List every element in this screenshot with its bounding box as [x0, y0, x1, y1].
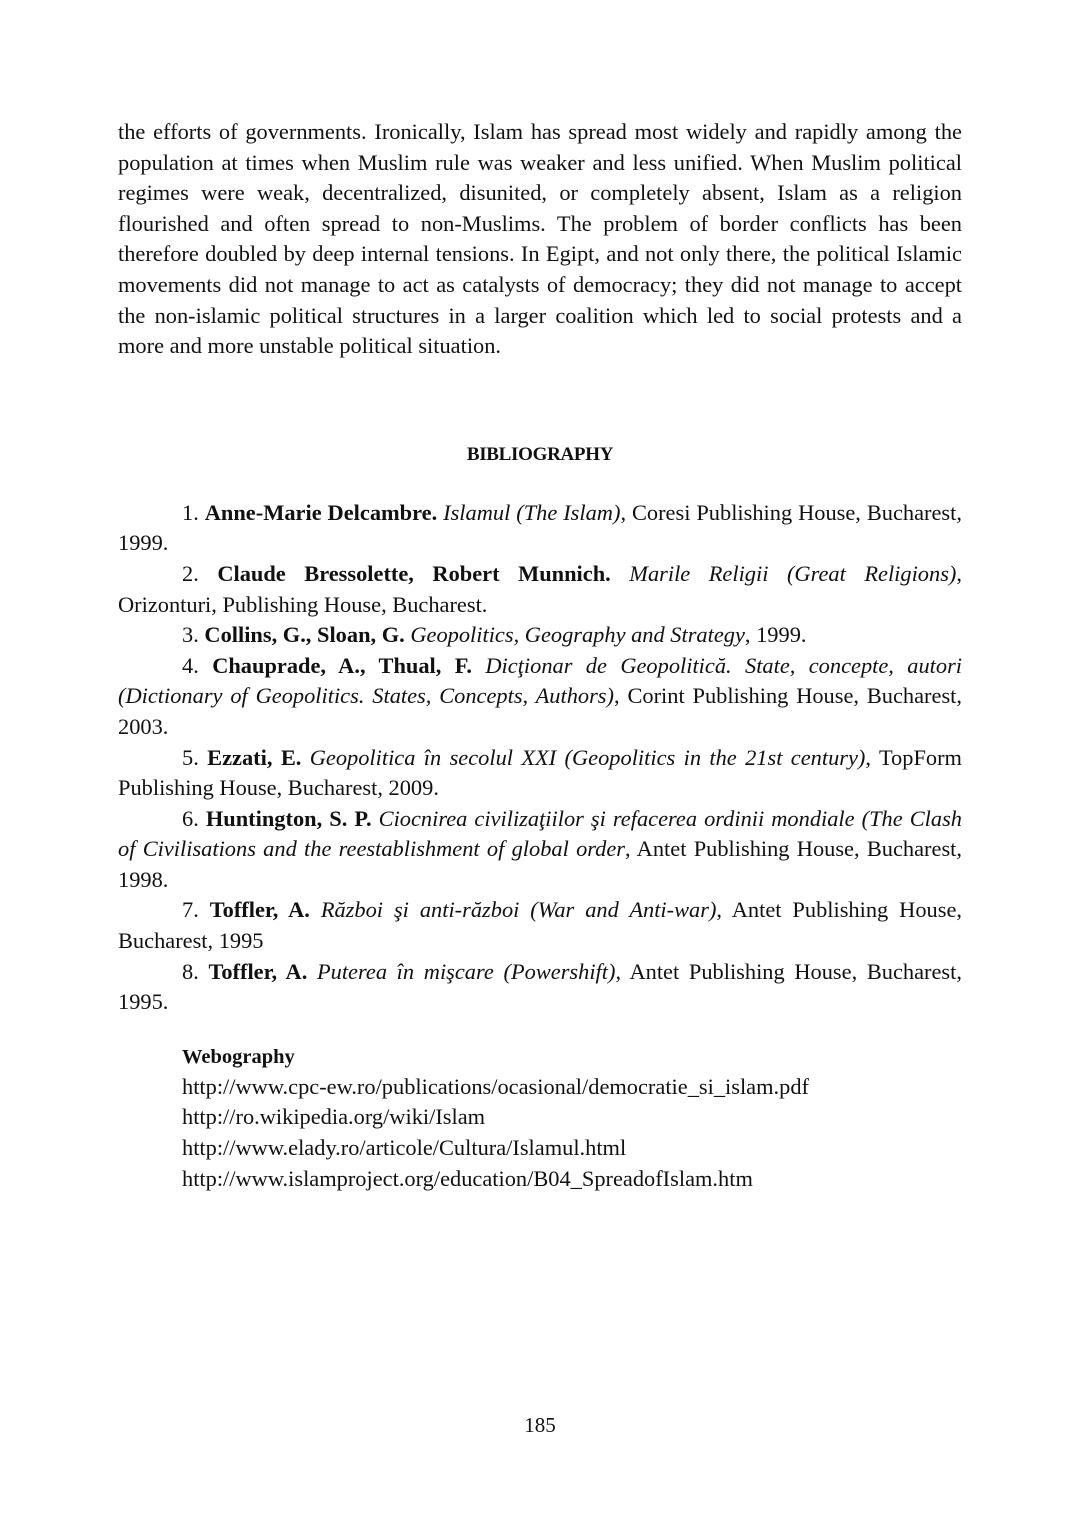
entry-number: 6.	[182, 805, 199, 831]
entry-publication: , Antet Publishing House, Bucharest, 1995	[118, 897, 962, 954]
bibliography-entry	[118, 651, 962, 743]
bibliography-entry	[118, 743, 962, 804]
entry-publication: , Corint Publishing House, Bucharest, 2003.	[118, 683, 962, 739]
entry-title: Geopolitics, Geography and Strategy	[410, 622, 745, 648]
entry-title: Dicţionar de Geopolitică. State, concepte, autori (Dictionary of Geopolitics. States, Concepts, Authors)	[118, 652, 963, 709]
entry-authors: Collins, G., Sloan, G.	[204, 622, 405, 648]
entry-number: 7.	[182, 897, 199, 923]
entry-authors: Toffler, A.	[208, 958, 308, 984]
entry-publication: , Coresi Publishing House, Bucharest, 1999.	[118, 499, 962, 556]
bibliography-entry	[118, 559, 962, 620]
entry-number: 8.	[182, 958, 199, 984]
entry-number: 4.	[182, 652, 199, 678]
entry-title: Geopolitica în secolul XXI (Geopolitics in the 21st century)	[309, 744, 866, 770]
entry-number: 2.	[182, 560, 199, 586]
webography-link[interactable]: http://www.cpc-ew.ro/publications/ocasional/democratie_si_islam.pdf	[182, 1073, 809, 1099]
entry-title: Ciocnirea civilizaţiilor şi refacerea ordinii mondiale (The Clash of Civilisations and the reestablishment of global order	[118, 805, 962, 862]
webography-link[interactable]: http://www.islamproject.org/education/B04_SpreadofIslam.htm	[182, 1165, 753, 1191]
entry-title: Marile Religii (Great Religions)	[629, 560, 957, 586]
entry-publication: , 1999.	[744, 622, 807, 648]
bibliography-entry	[118, 895, 962, 956]
entry-authors: Toffler, A.	[209, 897, 310, 923]
entry-title: Islamul (The Islam)	[443, 499, 621, 525]
entry-authors: Chauprade, A., Thual, F.	[212, 652, 472, 678]
entry-number: 3.	[182, 622, 199, 648]
bibliography-list	[118, 498, 962, 1018]
entry-publication: , TopForm Publishing House, Bucharest, 2009.	[118, 744, 962, 801]
entry-title: Puterea în mişcare (Powershift)	[316, 958, 616, 984]
entry-publication: , Orizonturi, Publishing House, Bucharest.	[118, 560, 962, 617]
entry-publication: , Antet Publishing House, Bucharest, 1995.	[118, 958, 962, 1015]
bibliography-entry	[118, 620, 962, 651]
body-paragraph: the efforts of governments. Ironically, Islam has spread most widely and rapidly among the population at times when Muslim rule was weaker and less unified. When Muslim political regimes were weak, decentralized, disunited, or completely absent, Islam as a religion flourished and often spread to non-Muslims. The problem of border conflicts has been therefore doubled by deep internal tensions. In Egipt, and not only there, the political Islamic movements did not manage to act as catalysts of democracy; they did not manage to accept the non-islamic political structures in a larger coalition which led to social protests and a more and more unstable political situation.	[118, 119, 962, 359]
page-content	[118, 117, 962, 1194]
entry-authors: Claude Bressolette, Robert Munnich.	[217, 560, 611, 586]
webography-section	[182, 1042, 962, 1194]
page-number: 185	[524, 1413, 556, 1437]
entry-authors: Huntington, S. P.	[205, 805, 372, 831]
bibliography-heading: BIBLIOGRAPHY	[466, 443, 614, 465]
entry-title: Război şi anti-război (War and Anti-war)	[320, 897, 717, 923]
entry-authors: Ezzati, E.	[207, 744, 302, 770]
entry-publication: , Antet Publishing House, Bucharest, 1998.	[118, 836, 962, 892]
bibliography-entry	[118, 804, 962, 896]
webography-link[interactable]: http://www.elady.ro/articole/Cultura/Islamul.html	[182, 1135, 627, 1161]
entry-number: 1.	[182, 499, 199, 525]
bibliography-entry	[118, 957, 962, 1018]
entry-authors: Anne-Marie Delcambre.	[204, 499, 438, 525]
webography-link[interactable]: http://ro.wikipedia.org/wiki/Islam	[182, 1104, 486, 1130]
webography-heading: Webography	[182, 1045, 295, 1068]
entry-number: 5.	[182, 744, 199, 770]
bibliography-entry	[118, 498, 962, 559]
